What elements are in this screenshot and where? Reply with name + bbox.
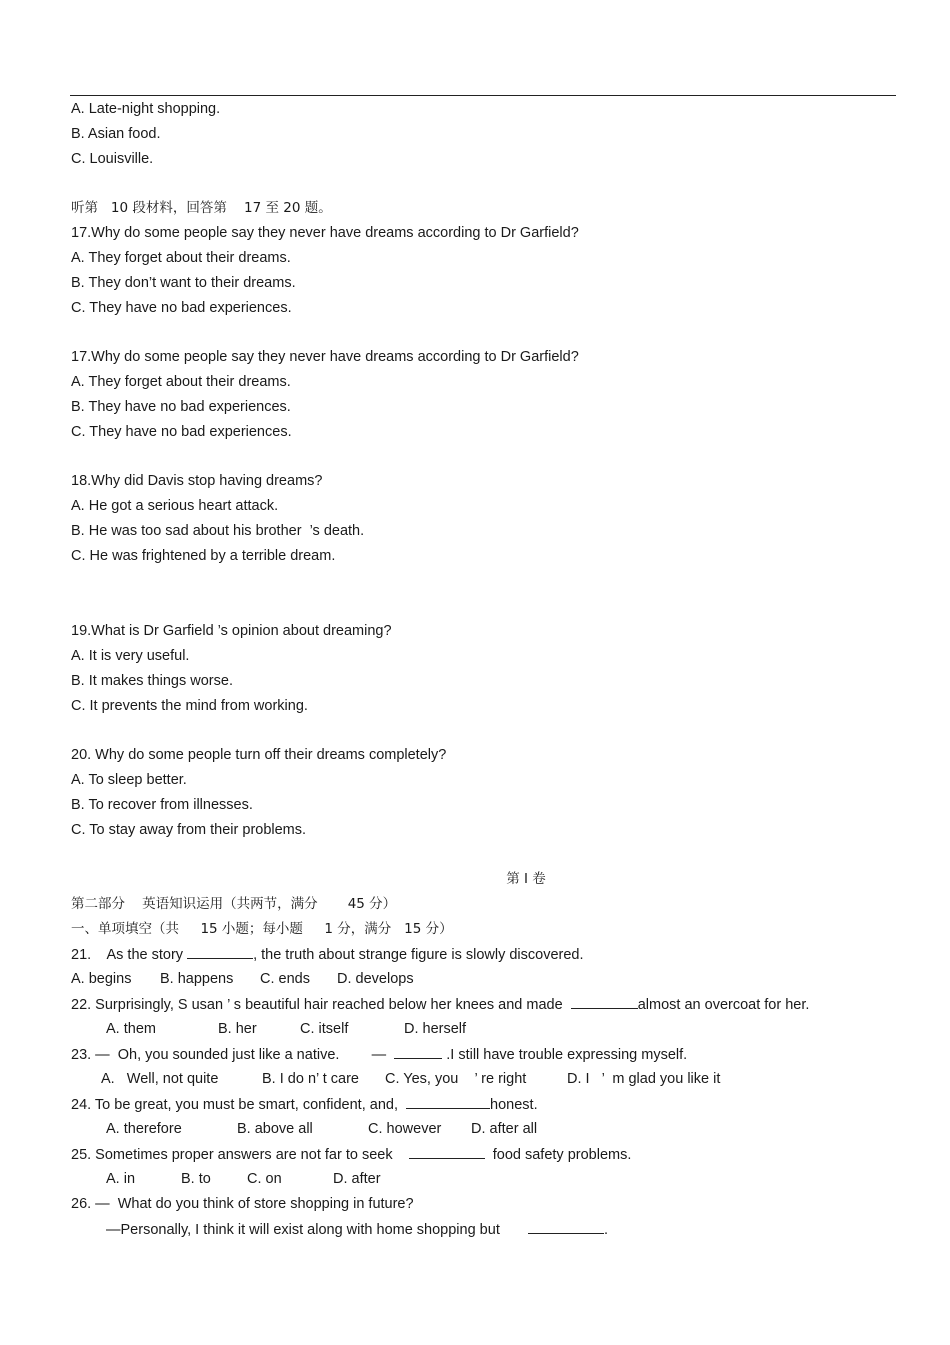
question-25-option-b: B. to: [181, 1171, 211, 1187]
question-20-option-a: A. To sleep better.: [71, 772, 187, 788]
question-21-option-b: B. happens: [160, 971, 234, 987]
question-23-option-c: C. Yes, you ’ re right: [385, 1071, 527, 1087]
question-23-text: 23. — Oh, you sounded just like a native. —: [71, 1047, 395, 1063]
question-19-option-c: C. It prevents the mind from working.: [71, 698, 308, 714]
question-21-text: 21. As the story: [71, 947, 188, 963]
option-c: C. Louisville.: [71, 151, 154, 167]
question-17-stem: 17.Why do some people say they never have dreams according to Dr Garfield?: [71, 225, 579, 241]
answer-blank: [406, 1094, 490, 1109]
question-22-option-d: D. herself: [404, 1021, 467, 1037]
header-rule: [70, 95, 896, 96]
question-22-option-a: A. them: [106, 1021, 156, 1037]
question-24-text-end: honest.: [490, 1097, 538, 1113]
question-19-option-b: B. It makes things worse.: [71, 673, 233, 689]
question-22-option-b: B. her: [218, 1021, 257, 1037]
question-24-text: 24. To be great, you must be smart, confident, and,: [71, 1097, 407, 1113]
question-23-options: [71, 1069, 931, 1094]
question-22-stem: [71, 994, 931, 1019]
question-17-repeat-stem: 17.Why do some people say they never have dreams according to Dr Garfield?: [71, 349, 579, 365]
volume-title: 第 I 卷: [506, 871, 546, 887]
question-24-options: [71, 1119, 931, 1144]
question-24-stem: [71, 1094, 931, 1119]
question-19-option-a: A. It is very useful.: [71, 648, 190, 664]
question-23-option-a: A. Well, not quite: [101, 1071, 219, 1087]
question-19-stem: 19.What is Dr Garfield ’s opinion about dreaming?: [71, 623, 392, 639]
question-18-stem: 18.Why did Davis stop having dreams?: [71, 473, 323, 489]
question-26-reply: [71, 1219, 931, 1244]
answer-blank: [571, 994, 638, 1009]
question-18-option-b: B. He was too sad about his brother ’s death.: [71, 523, 365, 539]
question-26-stem: 26. — What do you think of store shopping in future?: [71, 1196, 414, 1212]
question-23-option-b: B. I do n’ t care: [262, 1071, 359, 1087]
section-1-header: 一、单项填空（共 15 小题；每小题 1 分，满分 15 分）: [71, 921, 453, 937]
question-17-option-c: C. They have no bad experiences.: [71, 300, 292, 316]
answer-blank: [528, 1219, 604, 1234]
section-10-header: 听第 10 段材料，回答第 17 至 20 题。: [71, 200, 332, 216]
answer-blank: [187, 944, 253, 959]
exam-page: [71, 99, 931, 1244]
option-a: A. Late-night shopping.: [71, 101, 221, 117]
question-23-text-end: .I still have trouble expressing myself.: [442, 1047, 688, 1063]
question-21-options: [71, 969, 931, 994]
question-23-stem: [71, 1044, 931, 1069]
question-25-options: [71, 1169, 931, 1194]
question-25-option-c: C. on: [247, 1171, 282, 1187]
question-22-text-end: almost an overcoat for her.: [637, 997, 810, 1013]
question-17-repeat-option-c: C. They have no bad experiences.: [71, 424, 292, 440]
question-20-option-c: C. To stay away from their problems.: [71, 822, 307, 838]
question-21-option-d: D. develops: [337, 971, 414, 987]
question-17-repeat-option-a: A. They forget about their dreams.: [71, 374, 291, 390]
question-18-option-c: C. He was frightened by a terrible dream.: [71, 548, 336, 564]
question-22-text: 22. Surprisingly, S usan ’ s beautiful hair reached below her knees and made: [71, 997, 571, 1013]
question-25-text-end: food safety problems.: [484, 1147, 632, 1163]
question-24-option-a: A. therefore: [106, 1121, 182, 1137]
question-18-option-a: A. He got a serious heart attack.: [71, 498, 279, 514]
question-25-option-a: A. in: [106, 1171, 136, 1187]
question-21-option-c: C. ends: [260, 971, 310, 987]
question-21-option-a: A. begins: [71, 971, 132, 987]
question-25-text: 25. Sometimes proper answers are not far to seek: [71, 1147, 409, 1163]
question-23-option-d: D. I ’ m glad you like it: [567, 1071, 721, 1087]
question-17-option-b: B. They don’t want to their dreams.: [71, 275, 296, 291]
answer-blank: [394, 1044, 442, 1059]
question-21-text-end: , the truth about strange figure is slowly discovered.: [253, 947, 584, 963]
question-20-stem: 20. Why do some people turn off their dreams completely?: [71, 747, 447, 763]
question-17-option-a: A. They forget about their dreams.: [71, 250, 291, 266]
question-24-option-d: D. after all: [471, 1121, 538, 1137]
question-25-stem: [71, 1144, 931, 1169]
question-20-option-b: B. To recover from illnesses.: [71, 797, 253, 813]
answer-blank: [409, 1144, 485, 1159]
question-24-option-c: C. however: [368, 1121, 442, 1137]
question-22-option-c: C. itself: [300, 1021, 349, 1037]
part-2-header: 第二部分 英语知识运用（共两节，满分 45 分）: [71, 896, 397, 912]
option-b: B. Asian food.: [71, 126, 161, 142]
question-26-reply-end: .: [604, 1222, 609, 1238]
question-21-stem: [71, 944, 931, 969]
question-24-option-b: B. above all: [237, 1121, 313, 1137]
question-22-options: [71, 1019, 931, 1044]
question-25-option-d: D. after: [333, 1171, 381, 1187]
question-17-repeat-option-b: B. They have no bad experiences.: [71, 399, 291, 415]
question-26-reply-text: —Personally, I think it will exist along with home shopping but: [106, 1222, 529, 1238]
